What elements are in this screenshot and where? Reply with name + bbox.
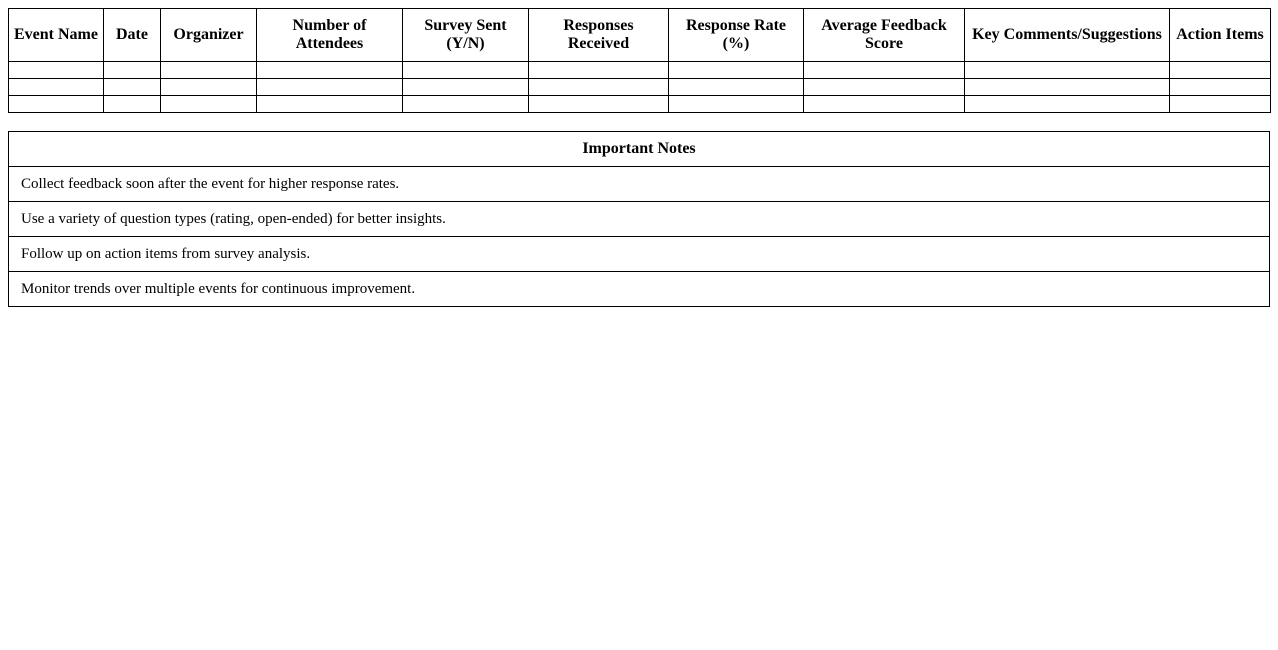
table-cell[interactable] xyxy=(804,96,965,113)
table-cell[interactable] xyxy=(161,62,257,79)
table-cell[interactable] xyxy=(669,62,804,79)
note-row xyxy=(9,202,1270,237)
note-item: Collect feedback soon after the event for higher response rates. xyxy=(9,167,1270,202)
table-cell[interactable] xyxy=(804,79,965,96)
column-header-organizer: Organizer xyxy=(161,9,257,62)
table-header xyxy=(9,9,1271,62)
column-header-action-items: Action Items xyxy=(1170,9,1271,62)
table-cell[interactable] xyxy=(804,62,965,79)
note-item: Monitor trends over multiple events for continuous improvement. xyxy=(9,272,1270,307)
table-cell[interactable] xyxy=(965,96,1170,113)
table-cell[interactable] xyxy=(1170,96,1271,113)
note-row xyxy=(9,167,1270,202)
table-body xyxy=(9,62,1271,113)
table-cell[interactable] xyxy=(161,79,257,96)
table-cell[interactable] xyxy=(403,96,529,113)
table-cell[interactable] xyxy=(104,62,161,79)
column-header-response-rate: Response Rate (%) xyxy=(669,9,804,62)
table-cell[interactable] xyxy=(257,62,403,79)
note-item: Follow up on action items from survey analysis. xyxy=(9,237,1270,272)
notes-header xyxy=(9,132,1270,167)
table-cell[interactable] xyxy=(529,79,669,96)
important-notes-table xyxy=(8,131,1270,307)
note-row xyxy=(9,272,1270,307)
notes-title: Important Notes xyxy=(9,132,1270,167)
header-row xyxy=(9,9,1271,62)
notes-body xyxy=(9,167,1270,307)
table-row xyxy=(9,62,1271,79)
table-row xyxy=(9,79,1271,96)
table-cell[interactable] xyxy=(403,79,529,96)
table-cell[interactable] xyxy=(965,79,1170,96)
table-cell[interactable] xyxy=(1170,62,1271,79)
table-cell[interactable] xyxy=(257,79,403,96)
column-header-number-of-attendees: Number of Attendees xyxy=(257,9,403,62)
table-cell[interactable] xyxy=(669,96,804,113)
table-cell[interactable] xyxy=(1170,79,1271,96)
table-cell[interactable] xyxy=(104,96,161,113)
column-header-survey-sent: Survey Sent (Y/N) xyxy=(403,9,529,62)
column-header-key-comments: Key Comments/Suggestions xyxy=(965,9,1170,62)
table-row xyxy=(9,96,1271,113)
table-cell[interactable] xyxy=(9,62,104,79)
table-cell[interactable] xyxy=(669,79,804,96)
feedback-tracker-table xyxy=(8,8,1271,113)
table-cell[interactable] xyxy=(529,96,669,113)
column-header-average-feedback-score: Average Feedback Score xyxy=(804,9,965,62)
table-cell[interactable] xyxy=(257,96,403,113)
column-header-event-name: Event Name xyxy=(9,9,104,62)
note-item: Use a variety of question types (rating, open-ended) for better insights. xyxy=(9,202,1270,237)
table-cell[interactable] xyxy=(9,79,104,96)
table-cell[interactable] xyxy=(161,96,257,113)
table-cell[interactable] xyxy=(403,62,529,79)
notes-header-row xyxy=(9,132,1270,167)
table-cell[interactable] xyxy=(965,62,1170,79)
column-header-date: Date xyxy=(104,9,161,62)
column-header-responses-received: Responses Received xyxy=(529,9,669,62)
note-row xyxy=(9,237,1270,272)
table-cell[interactable] xyxy=(529,62,669,79)
table-cell[interactable] xyxy=(104,79,161,96)
table-cell[interactable] xyxy=(9,96,104,113)
